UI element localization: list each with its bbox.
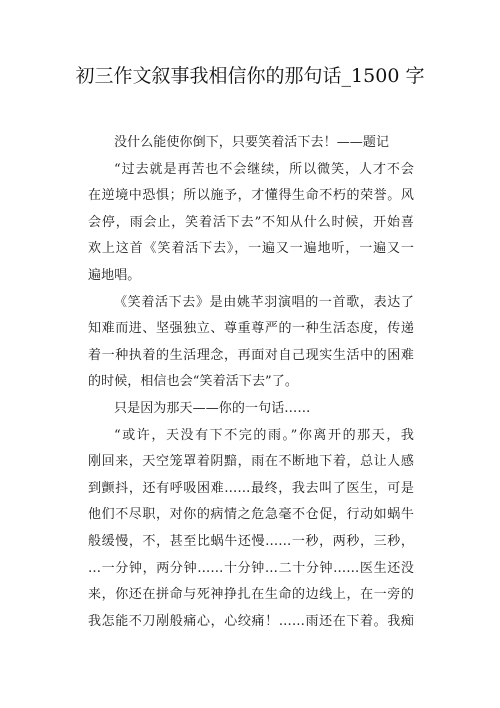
paragraph-line: “过去就是再苦也不会继续，所以微笑，人才不会	[114, 161, 414, 177]
paragraph-line: 着一种执着的生活理念，再面对自己现实生活中的困难	[88, 347, 414, 363]
paragraph-line: 的时候，相信也会“笑着活下去”了。	[88, 374, 298, 390]
paragraph-line: 只是因为那天——你的一句话……	[114, 400, 311, 416]
paragraph-line: 会停，雨会止，笑着活下去”不知从什么时候，开始喜	[88, 214, 414, 230]
paragraph-line: 知难而进、坚强独立、尊重尊严的一种生活态度，传递	[88, 321, 414, 337]
paragraph-line: 我怎能不刀剐般痛心，心绞痛！……雨还在下着。我痴	[88, 613, 414, 629]
paragraph-line: 遍地唱。	[88, 267, 141, 283]
paragraph-line: 在逆境中恐惧；所以施予，才懂得生命不朽的荣誉。风	[88, 188, 414, 204]
paragraph-line: 刚回来，天空笼罩着阴黯，雨在不断地下着，总让人感	[88, 454, 414, 470]
paragraph-line: 般缓慢，不，甚至比蜗牛还慢……一秒，两秒，三秒，	[88, 533, 414, 549]
epigraph-line: 没什么能使你倒下，只要笑着活下去！——题记	[114, 135, 390, 150]
paragraph-line: 《笑着活下去》是由姚芊羽演唱的一首歌，表达了	[114, 294, 414, 310]
paragraph-line: 到颤抖，还有呼吸困难……最终，我去叫了医生，可是	[88, 480, 414, 496]
paragraph-line: 来，你还在拼命与死神挣扎在生命的边线上，在一旁的	[88, 587, 414, 603]
paragraph-line: 他们不尽职，对你的病情之危急毫不仓促，行动如蜗牛	[88, 507, 414, 523]
document-body	[88, 130, 414, 635]
paragraph-line: 欢上这首《笑着活下去》，一遍又一遍地听，一遍又一	[88, 241, 414, 257]
document-title: 初三作文叙事我相信你的那句话_1500 字	[75, 65, 425, 87]
paragraph-line: “或许，天没有下不完的雨。”你离开的那天，我	[114, 427, 414, 443]
paragraph-line: …一分钟，两分钟……十分钟…二十分钟……医生还没	[88, 560, 414, 576]
